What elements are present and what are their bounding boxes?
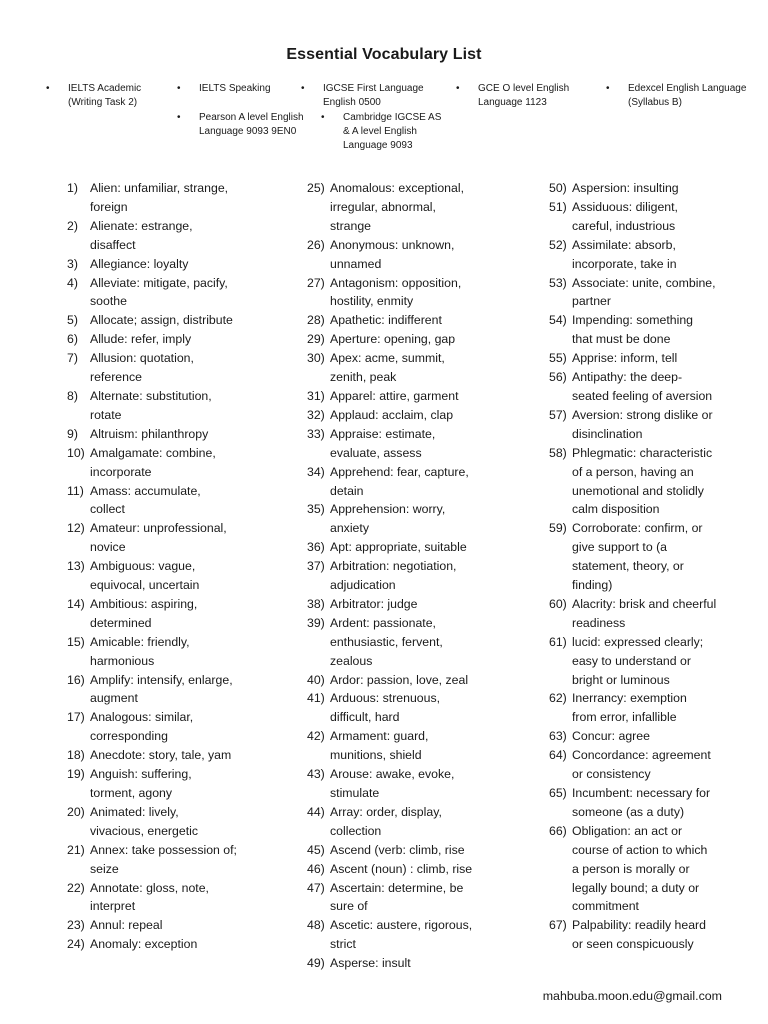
vocab-item — [549, 633, 749, 690]
vocab-item-text: zealous — [330, 653, 373, 668]
vocab-item-text: Alacrity: brisk and cheerful — [572, 596, 717, 611]
vocab-item-number: 10) — [67, 445, 85, 460]
vocab-item-text: Apprehend: fear, capture, — [330, 464, 469, 479]
bullet-icon: • — [177, 112, 181, 123]
vocab-item — [549, 349, 749, 368]
vocab-item-number: 64) — [549, 748, 567, 763]
vocab-item — [67, 841, 267, 879]
vocab-item — [67, 765, 267, 803]
vocab-item — [67, 671, 267, 709]
vocab-item-number: 66) — [549, 823, 567, 838]
vocab-item-text: difficult, hard — [330, 710, 400, 725]
vocab-item-text: Ascend (verb: climb, rise — [330, 842, 465, 857]
vocab-item-text: augment — [90, 691, 138, 706]
vocab-item-number: 17) — [67, 710, 85, 725]
vocab-item-number: 11) — [67, 483, 84, 498]
exam-line: IELTS Academic — [68, 83, 142, 94]
vocab-item-text: Assimilate: absorb, — [572, 237, 676, 252]
vocab-item-text: Amass: accumulate, — [90, 483, 201, 498]
vocab-item-text: Antagonism: opposition, — [330, 275, 462, 290]
vocab-item — [67, 179, 267, 217]
vocab-item-text: careful, industrious — [572, 218, 676, 233]
vocab-item-text: Ascertain: determine, be — [330, 880, 464, 895]
vocab-item — [549, 784, 749, 822]
exam-line: English 0500 — [323, 97, 381, 108]
vocab-item-text: give support to (a — [572, 540, 668, 555]
vocab-item-text: unemotional and stolidly — [572, 483, 704, 498]
vocab-item-text: Impending: something — [572, 313, 693, 328]
vocab-item-text: collection — [330, 823, 382, 838]
vocab-item — [307, 406, 507, 425]
vocab-item-text: course of action to which — [572, 842, 708, 857]
vocab-item-number: 46) — [307, 861, 325, 876]
vocab-item — [549, 689, 749, 727]
vocab-item-text: Asperse: insult — [330, 956, 411, 971]
exam-line: Language 9093 — [343, 140, 413, 151]
vocab-item — [549, 311, 749, 349]
vocab-item-text: irregular, abnormal, — [330, 199, 436, 214]
vocab-item-text: sure of — [330, 899, 368, 914]
vocab-item — [67, 330, 267, 349]
vocab-item — [549, 519, 749, 595]
vocab-item-number: 7) — [67, 351, 78, 366]
vocab-item-number: 54) — [549, 313, 567, 328]
vocab-item — [307, 916, 507, 954]
vocab-item — [307, 425, 507, 463]
vocab-item-number: 47) — [307, 880, 325, 895]
page-title: Essential Vocabulary List — [286, 46, 482, 63]
vocab-item-number: 12) — [67, 521, 85, 536]
vocab-item-text: hostility, enmity — [330, 294, 414, 309]
bullet-icon: • — [301, 83, 305, 94]
vocab-item-number: 32) — [307, 407, 325, 422]
vocab-item-number: 14) — [67, 596, 85, 611]
vocab-item — [67, 916, 267, 935]
vocab-item-text: seated feeling of aversion — [572, 388, 713, 403]
vocab-item-text: someone (as a duty) — [572, 804, 685, 819]
vocab-item — [549, 444, 749, 520]
vocab-item — [67, 595, 267, 633]
vocab-item-text: enthusiastic, fervent, — [330, 634, 443, 649]
vocab-item — [67, 633, 267, 671]
vocab-item — [307, 803, 507, 841]
vocab-item-number: 58) — [549, 445, 567, 460]
exam-line: GCE O level English — [478, 83, 570, 94]
vocab-item — [67, 274, 267, 312]
vocab-item-number: 52) — [549, 237, 567, 252]
vocab-item-text: Applaud: acclaim, clap — [330, 407, 454, 422]
exam-line: & A level English — [343, 126, 417, 137]
vocab-item-text: Amalgamate: combine, — [90, 445, 216, 460]
vocab-item-text: Associate: unite, combine, — [572, 275, 716, 290]
vocab-item-text: determined — [90, 615, 152, 630]
vocab-item-text: Anguish: suffering, — [90, 767, 192, 782]
vocab-item-text: a person is morally or — [572, 861, 690, 876]
vocab-item-text: Aspersion: insulting — [572, 181, 679, 195]
vocab-item — [307, 463, 507, 501]
vocab-item-number: 30) — [307, 351, 325, 366]
vocab-item-text: corresponding — [90, 729, 168, 744]
vocab-item-text: Inerrancy: exemption — [572, 691, 687, 706]
vocab-item-number: 45) — [307, 842, 325, 857]
vocab-item-number: 59) — [549, 521, 567, 536]
vocab-item-text: lucid: expressed clearly; — [572, 634, 704, 649]
vocab-item-text: incorporate, take in — [572, 256, 677, 271]
vocab-item-text: readiness — [572, 615, 626, 630]
vocab-item-number: 36) — [307, 540, 325, 555]
exam-line: (Syllabus B) — [628, 97, 682, 108]
vocab-item-text: Ascent (noun) : climb, rise — [330, 861, 473, 876]
vocab-item — [67, 444, 267, 482]
vocab-item-number: 1) — [67, 181, 78, 195]
vocab-item-text: rotate — [90, 407, 122, 422]
vocab-item — [549, 274, 749, 312]
vocab-item-text: Amplify: intensify, enlarge, — [90, 672, 233, 687]
vocab-item — [67, 482, 267, 520]
vocab-item-number: 56) — [549, 370, 567, 385]
vocab-item — [307, 500, 507, 538]
vocab-item — [67, 387, 267, 425]
vocab-item-number: 8) — [67, 388, 78, 403]
vocab-item — [67, 708, 267, 746]
vocab-item-text: Array: order, display, — [330, 804, 442, 819]
vocab-item-text: Analogous: similar, — [90, 710, 194, 725]
vocab-item-number: 6) — [67, 332, 78, 347]
vocab-item — [307, 387, 507, 406]
vocab-item-text: foreign — [90, 199, 128, 214]
bullet-icon: • — [321, 112, 325, 123]
vocab-item — [307, 841, 507, 860]
vocab-item-number: 60) — [549, 596, 567, 611]
vocab-item-text: Assiduous: diligent, — [572, 199, 678, 214]
vocab-item-number: 63) — [549, 729, 567, 744]
vocab-item-number: 5) — [67, 313, 78, 328]
vocab-item-number: 41) — [307, 691, 325, 706]
vocab-item-number: 22) — [67, 880, 85, 895]
vocab-item-number: 50) — [549, 181, 567, 195]
vocab-item-text: Apprise: inform, tell — [572, 351, 678, 366]
vocab-item-text: or consistency — [572, 767, 651, 782]
vocab-item — [67, 255, 267, 274]
vocab-item-text: Arbitrator: judge — [330, 596, 418, 611]
vocab-item — [67, 557, 267, 595]
vocab-item-text: evaluate, assess — [330, 445, 422, 460]
vocab-item-text: or seen conspicuously — [572, 937, 694, 952]
vocab-item-text: incorporate — [90, 464, 152, 479]
vocab-item-number: 25) — [307, 181, 325, 195]
exam-line: Cambridge IGCSE AS — [343, 112, 442, 123]
vocab-item-number: 35) — [307, 502, 325, 517]
vocab-item — [549, 727, 749, 746]
vocab-item-text: Apprehension: worry, — [330, 502, 446, 517]
vocab-item — [307, 954, 507, 973]
vocab-item-number: 23) — [67, 918, 85, 933]
vocab-item-text: reference — [90, 370, 142, 385]
exam-line: Language 1123 — [478, 97, 547, 108]
exam-ielts-academic — [46, 82, 142, 110]
vocab-item-text: harmonious — [90, 653, 155, 668]
vocab-item — [307, 179, 507, 236]
vocab-column-3 — [549, 179, 749, 954]
vocab-item-text: Arouse: awake, evoke, — [330, 767, 455, 782]
vocab-item-number: 15) — [67, 634, 85, 649]
vocab-item — [549, 822, 749, 917]
vocab-item — [549, 916, 749, 954]
vocab-item-text: Obligation: an act or — [572, 823, 683, 838]
vocab-item-text: Animated: lively, — [90, 804, 179, 819]
vocab-item-text: Allusion: quotation, — [90, 351, 194, 366]
vocab-item-number: 67) — [549, 918, 567, 933]
vocab-item-number: 40) — [307, 672, 325, 687]
vocab-item-text: Anecdote: story, tale, yam — [90, 748, 232, 763]
vocab-item-number: 48) — [307, 918, 325, 933]
exam-cambridge-igcse-as — [321, 111, 442, 153]
vocab-item-text: calm disposition — [572, 502, 660, 517]
vocab-item-text: Anomalous: exceptional, — [330, 181, 464, 195]
exam-line: Language 9093 9EN0 — [199, 126, 297, 137]
vocab-item — [307, 765, 507, 803]
vocab-item-text: Incumbent: necessary for — [572, 786, 711, 800]
bullet-icon: • — [606, 83, 610, 94]
bullet-icon: • — [177, 83, 181, 94]
vocab-item-text: Alienate: estrange, — [90, 218, 193, 233]
vocab-item — [307, 311, 507, 330]
vocab-item-text: unnamed — [330, 256, 382, 271]
vocab-item-text: Apt: appropriate, suitable — [330, 540, 467, 555]
exam-line: IGCSE First Language — [323, 83, 424, 94]
exam-line: Pearson A level English — [199, 112, 304, 123]
exam-gce-o-level — [456, 82, 570, 110]
vocab-item-text: commitment — [572, 899, 639, 914]
vocab-column-1 — [67, 179, 267, 954]
vocab-item-number: 31) — [307, 388, 325, 403]
vocab-item-text: Apparel: attire, garment — [330, 388, 459, 403]
vocab-item — [67, 217, 267, 255]
vocab-item — [307, 671, 507, 690]
vocab-item-number: 34) — [307, 464, 325, 479]
vocab-item-number: 65) — [549, 786, 567, 800]
vocab-item-number: 33) — [307, 426, 325, 441]
vocab-item-text: Amateur: unprofessional, — [90, 521, 227, 536]
vocab-item-text: Altruism: philanthropy — [90, 426, 209, 441]
vocab-item-number: 9) — [67, 426, 78, 441]
vocab-item — [307, 557, 507, 595]
vocab-item-text: stimulate — [330, 786, 380, 800]
vocab-item-text: torment, agony — [90, 786, 173, 800]
vocab-item-text: Aversion: strong dislike or — [572, 407, 713, 422]
vocab-item-text: disinclination — [572, 426, 643, 441]
vocab-column-2 — [307, 179, 507, 973]
vocab-item-number: 21) — [67, 842, 85, 857]
bullet-icon: • — [46, 83, 50, 94]
vocab-item-number: 20) — [67, 804, 85, 819]
vocab-item — [307, 727, 507, 765]
vocab-item-text: Alleviate: mitigate, pacify, — [90, 275, 228, 290]
vocab-item-number: 29) — [307, 332, 325, 347]
vocab-item-text: Corroborate: confirm, or — [572, 521, 703, 536]
vocab-item-number: 42) — [307, 729, 325, 744]
vocab-item-number: 38) — [307, 596, 325, 611]
vocab-item-text: Phlegmatic: characteristic — [572, 445, 713, 460]
vocab-item-text: Palpability: readily heard — [572, 918, 706, 933]
exam-ielts-speaking — [177, 82, 271, 96]
vocab-item — [549, 595, 749, 633]
vocab-item-text: Concur: agree — [572, 729, 650, 744]
vocab-item — [67, 879, 267, 917]
vocab-item-text: Alien: unfamiliar, strange, — [90, 181, 229, 195]
vocab-item-text: Allegiance: loyalty — [90, 256, 189, 271]
vocab-item — [307, 274, 507, 312]
vocab-item — [307, 538, 507, 557]
vocab-item-text: anxiety — [330, 521, 369, 536]
vocab-item-text: Annex: take possession of; — [90, 842, 237, 857]
vocab-item-number: 24) — [67, 937, 85, 952]
vocab-item-number: 37) — [307, 559, 325, 574]
vocab-item-text: that must be done — [572, 332, 671, 347]
vocab-item-text: Concordance: agreement — [572, 748, 711, 763]
vocab-item — [549, 368, 749, 406]
vocab-item-text: Annul: repeal — [90, 918, 163, 933]
vocab-item-number: 49) — [307, 956, 325, 971]
vocab-item-text: zenith, peak — [330, 370, 397, 385]
vocab-item — [67, 746, 267, 765]
vocab-item-text: Alternate: substitution, — [90, 388, 212, 403]
vocab-item — [67, 803, 267, 841]
vocab-item — [549, 198, 749, 236]
vocab-item-text: partner — [572, 294, 611, 309]
vocab-item — [67, 349, 267, 387]
vocab-item-number: 62) — [549, 691, 567, 706]
vocab-item-number: 61) — [549, 634, 567, 649]
vocab-item-text: of a person, having an — [572, 464, 694, 479]
vocab-item-text: Arbitration: negotiation, — [330, 559, 457, 574]
vocab-item-number: 13) — [67, 559, 85, 574]
vocab-item-number: 51) — [549, 199, 567, 214]
vocab-item-text: Ardor: passion, love, zeal — [330, 672, 469, 687]
vocab-item-text: easy to understand or — [572, 653, 691, 668]
vocab-item — [549, 406, 749, 444]
vocab-item-number: 3) — [67, 256, 78, 271]
vocab-item-text: Ambiguous: vague, — [90, 559, 196, 574]
vocab-item-number: 16) — [67, 672, 85, 687]
vocab-item — [549, 746, 749, 784]
vocab-item-text: equivocal, uncertain — [90, 578, 200, 593]
vocab-item — [307, 689, 507, 727]
vocab-item — [307, 614, 507, 671]
vocab-item-number: 4) — [67, 275, 78, 290]
vocab-item-text: Ardent: passionate, — [330, 615, 436, 630]
vocab-item — [549, 179, 749, 198]
exam-line: Edexcel English Language — [628, 83, 747, 94]
vocab-item — [307, 349, 507, 387]
vocab-item-text: Aperture: opening, gap — [330, 332, 456, 347]
vocab-item-number: 44) — [307, 804, 325, 819]
vocab-item-text: strange — [330, 218, 372, 233]
exam-pearson-a-level — [177, 111, 304, 139]
vocab-item-text: Anonymous: unknown, — [330, 237, 455, 252]
vocab-item-text: Annotate: gloss, note, — [90, 880, 209, 895]
vocab-item-text: interpret — [90, 899, 136, 914]
vocab-item — [307, 330, 507, 349]
vocab-item-number: 28) — [307, 313, 325, 328]
vocab-item-text: Allude: refer, imply — [90, 332, 192, 347]
vocab-item-text: vivacious, energetic — [90, 823, 198, 838]
vocab-item-text: novice — [90, 540, 126, 555]
vocab-item-number: 19) — [67, 767, 85, 782]
vocab-item-text: strict — [330, 937, 356, 952]
vocab-item-text: Apex: acme, summit, — [330, 351, 445, 366]
vocab-item-text: Ambitious: aspiring, — [90, 596, 198, 611]
vocab-item-number: 2) — [67, 218, 78, 233]
vocab-item-number: 18) — [67, 748, 85, 763]
exam-line: (Writing Task 2) — [68, 97, 138, 108]
vocab-item-text: Apathetic: indifferent — [330, 313, 442, 328]
vocab-item-text: Anomaly: exception — [90, 937, 198, 952]
vocab-item-number: 43) — [307, 767, 325, 782]
vocab-item-text: seize — [90, 861, 119, 876]
vocab-item — [307, 860, 507, 879]
vocab-item-text: finding) — [572, 578, 613, 593]
vocab-item-text: Armament: guard, — [330, 729, 429, 744]
vocab-item-number: 39) — [307, 615, 325, 630]
vocab-item — [307, 879, 507, 917]
vocab-item-text: detain — [330, 483, 364, 498]
vocab-item-text: Antipathy: the deep- — [572, 370, 683, 385]
vocab-item-text: from error, infallible — [572, 710, 677, 725]
vocab-item-number: 55) — [549, 351, 567, 366]
vocab-item — [67, 311, 267, 330]
vocab-item-number: 26) — [307, 237, 325, 252]
exam-edexcel — [606, 82, 747, 110]
vocab-item-text: legally bound; a duty or — [572, 880, 700, 895]
vocab-item-text: Amicable: friendly, — [90, 634, 190, 649]
vocab-item — [307, 595, 507, 614]
vocab-item — [307, 236, 507, 274]
vocab-item-text: collect — [90, 502, 125, 517]
vocab-item-number: 53) — [549, 275, 567, 290]
vocab-item-number: 27) — [307, 275, 325, 290]
vocab-item-text: Allocate; assign, distribute — [90, 313, 233, 328]
contact-email: mahbuba.moon.edu@gmail.com — [542, 989, 722, 1003]
vocab-item — [67, 519, 267, 557]
exam-line: IELTS Speaking — [199, 83, 271, 94]
vocab-item-text: munitions, shield — [330, 748, 422, 763]
vocab-item — [549, 236, 749, 274]
bullet-icon: • — [456, 83, 460, 94]
exam-igcse-first-language — [301, 82, 424, 110]
vocab-item-text: Ascetic: austere, rigorous, — [330, 918, 473, 933]
vocab-item — [67, 425, 267, 444]
vocab-item-text: soothe — [90, 294, 127, 309]
vocab-item-text: adjudication — [330, 578, 396, 593]
vocab-item-text: Arduous: strenuous, — [330, 691, 441, 706]
vocab-item-text: bright or luminous — [572, 672, 670, 687]
vocab-item-text: Appraise: estimate, — [330, 426, 436, 441]
vocab-item — [67, 935, 267, 954]
vocab-item-text: statement, theory, or — [572, 559, 684, 574]
vocab-item-text: disaffect — [90, 237, 136, 252]
vocab-item-number: 57) — [549, 407, 567, 422]
